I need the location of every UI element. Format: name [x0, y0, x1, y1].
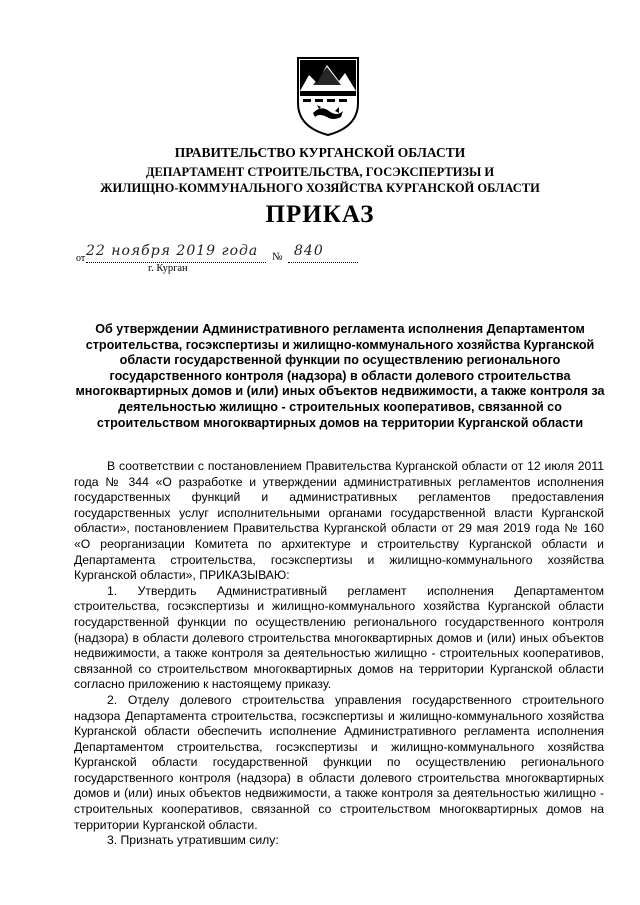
order-number: 840	[294, 243, 324, 259]
document-type: ПРИКАЗ	[265, 201, 375, 228]
department-name	[0, 164, 640, 196]
order-title: Об утверждении Административного регламента исполнения Департаментом строительства, госэкспертизы и жилищно-коммунального хозяйства Курганской области государственной функции по осуществлению регионального государственного контроля (надзора) в области долевого строительства многоквартирных домов и (или) иных объектов недвижимости, а также контроля за деятельностью жилищно - строительных кооперативов, связанной со строительством многоквартирных домов на территории Курганской области	[75, 322, 605, 430]
date-number-line	[76, 243, 376, 265]
preamble-paragraph: В соответствии с постановлением Правительства Курганской области от 12 июля 2011 года № 344 «О разработке и утверждении административных регламентов исполнения государственных функций и административных регламентов предоставления государственных услуг исполнительными органами государственной власти Курганской области», постановлением Правительства Курганской области от 29 мая 2019 года № 160 «О реорганизации Комитета по архитектуре и строительству Курганской области и Департамента строительства, госэкспертизы и жилищно-коммунального хозяйства Курганской области», ПРИКАЗЫВАЮ:	[74, 459, 604, 583]
number-label: №	[272, 251, 283, 263]
department-line-1: ДЕПАРТАМЕНТ СТРОИТЕЛЬСТВА, ГОСЭКСПЕРТИЗЫ И	[145, 165, 495, 179]
city: г. Курган	[148, 263, 188, 274]
order-date: 22 ноября 2019 года	[86, 243, 259, 259]
item-1-paragraph: 1. Утвердить Административный регламент исполнения Департаментом строительства, госэкспертизы и жилищно-коммунального хозяйства Курганской области государственной функции по осуществлению регионального государственного контроля (надзора) в области долевого строительства многоквартирных домов и (или) иных объектов недвижимости, а также контроля за деятельностью жилищно - строительных кооперативов, связанной со строительством многоквартирных домов на территории Курганской области согласно приложению к настоящему приказу.	[74, 583, 604, 692]
number-underline	[288, 262, 358, 263]
government-name: ПРАВИТЕЛЬСТВО КУРГАНСКОЙ ОБЛАСТИ	[174, 145, 466, 160]
order-body	[74, 459, 604, 849]
department-line-2: ЖИЛИЩНО-КОММУНАЛЬНОГО ХОЗЯЙСТВА КУРГАНСКОЙ ОБЛАСТИ	[100, 181, 540, 195]
item-3-paragraph: 3. Признать утратившим силу:	[107, 833, 279, 848]
from-label: от	[76, 253, 86, 264]
item-2-paragraph: 2. Отделу долевого строительства управления государственного строительного надзора Департамента строительства, госэкспертизы и жилищно-коммунального хозяйства Курганской области обеспечить исполнение Административного регламента исполнения Департаментом строительства, госэкспертизы и жилищно-коммунального хозяйства Курганской области государственной функции по осуществлению регионального государственного контроля (надзора) в области долевого строительства многоквартирных домов и (или) иных объектов недвижимости, а также контроля за деятельностью жилищно - строительных кооперативов, связанной со строительством многоквартирных домов на территории Курганской области.	[74, 692, 604, 832]
kurgan-coat-of-arms-icon	[295, 55, 361, 137]
